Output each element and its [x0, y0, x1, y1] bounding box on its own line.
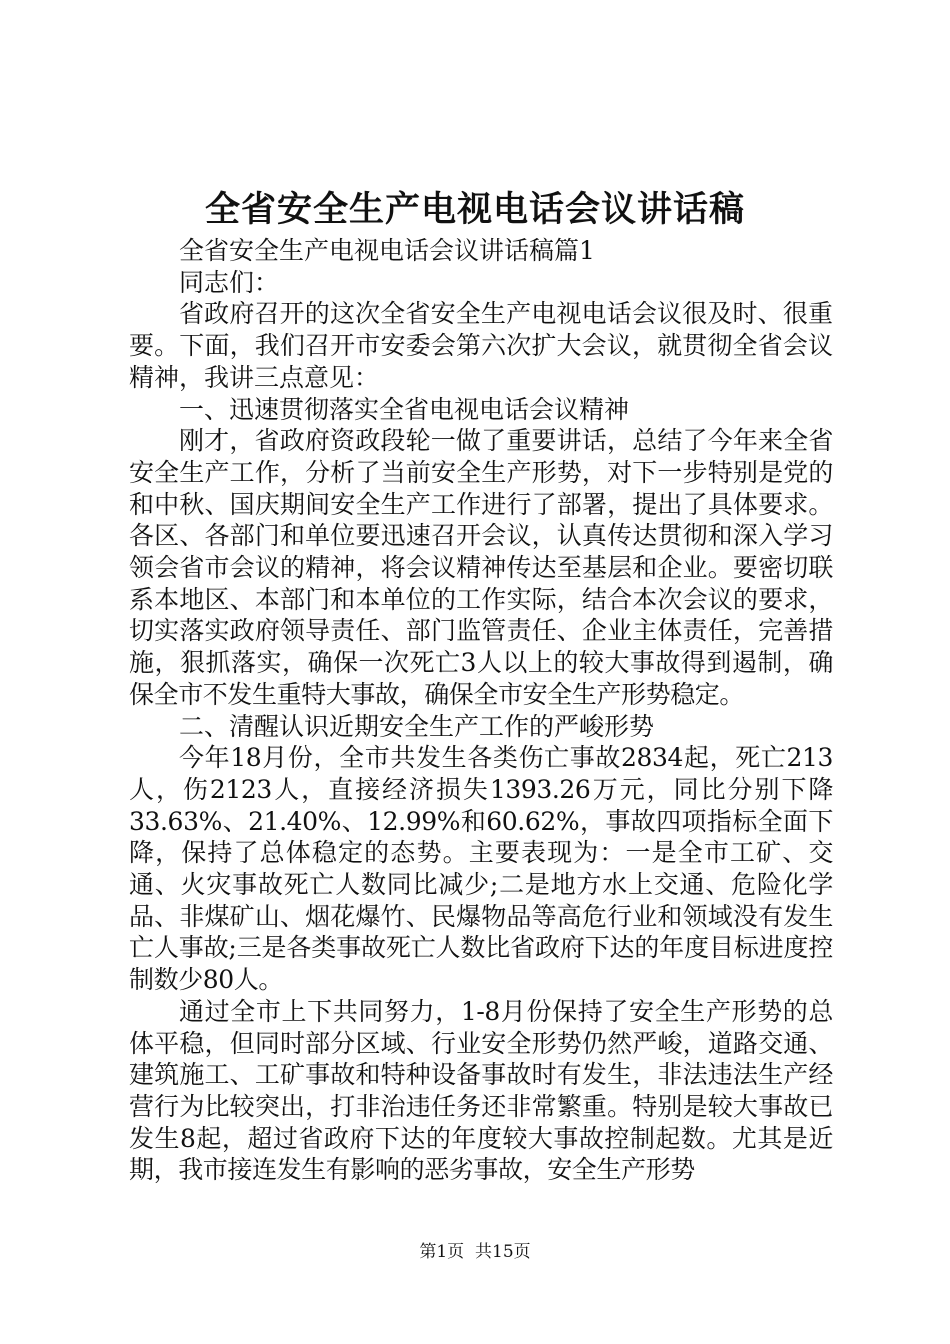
page-total: 共15页 — [475, 1242, 531, 1262]
paragraph-intro: 省政府召开的这次全省安全生产电视电话会议很及时、很重要。下面，我们召开市安委会第六次扩大会议，就贯彻全省会议精神，我讲三点意见： — [129, 299, 833, 392]
paragraph-one: 刚才，省政府资政段轮一做了重要讲话，总结了今年来全省安全生产工作，分析了当前安全生产形势，对下一步特别是党的和中秋、国庆期间安全生产工作进行了部署，提出了具体要求。各区、各部门和单位要迅速召开会议，认真传达贯彻和深入学习领会省市会议的精神，将会议精神传达至基层和企业。要密切联系本地区、本部门和本单位的工作实际，结合本次会议的要求，切实落实政府领导责任、部门监管责任、企业主体责任，完善措施，狠抓落实，确保一次死亡3人以上的较大事故得到遏制，确保全市不发生重特大事故，确保全市安全生产形势稳定。 — [129, 426, 833, 709]
document-body — [129, 235, 833, 1186]
paragraph-three: 通过全市上下共同努力，1-8月份保持了安全生产形势的总体平稳，但同时部分区域、行业安全形势仍然严峻，道路交通、建筑施工、工矿事故和特种设备事故时有发生，非法违法生产经营行为比较突出，打非治违任务还非常繁重。特别是较大事故已发生8起，超过省政府下达的年度较大事故控制起数。尤其是近期，我市接连发生有影响的恶劣事故，安全生产形势 — [129, 996, 833, 1185]
page-footer — [0, 1240, 950, 1264]
heading-two: 二、清醒认识近期安全生产工作的严峻形势 — [179, 711, 655, 741]
document-title: 全省安全生产电视电话会议讲话稿 — [204, 189, 745, 230]
paragraph-two: 今年18月份，全市共发生各类伤亡事故2834起，死亡213人，伤2123人，直接经济损失1393.26万元，同比分别下降33.63%、21.40%、12.99%和60.62%，事故四项指标全面下降，保持了总体稳定的态势。主要表现为：一是全市工矿、交通、火灾事故死亡人数同比减少;二是地方水上交通、危险化学品、非煤矿山、烟花爆竹、民爆物品等高危行业和领域没有发生亡人事故;三是各类事故死亡人数比省政府下达的年度目标进度控制数少80人。 — [129, 743, 833, 995]
salutation: 同志们： — [179, 267, 280, 297]
page-number: 第1页 — [419, 1242, 465, 1262]
heading-one: 一、迅速贯彻落实全省电视电话会议精神 — [179, 394, 630, 424]
section-heading: 全省安全生产电视电话会议讲话稿篇1 — [179, 236, 595, 265]
